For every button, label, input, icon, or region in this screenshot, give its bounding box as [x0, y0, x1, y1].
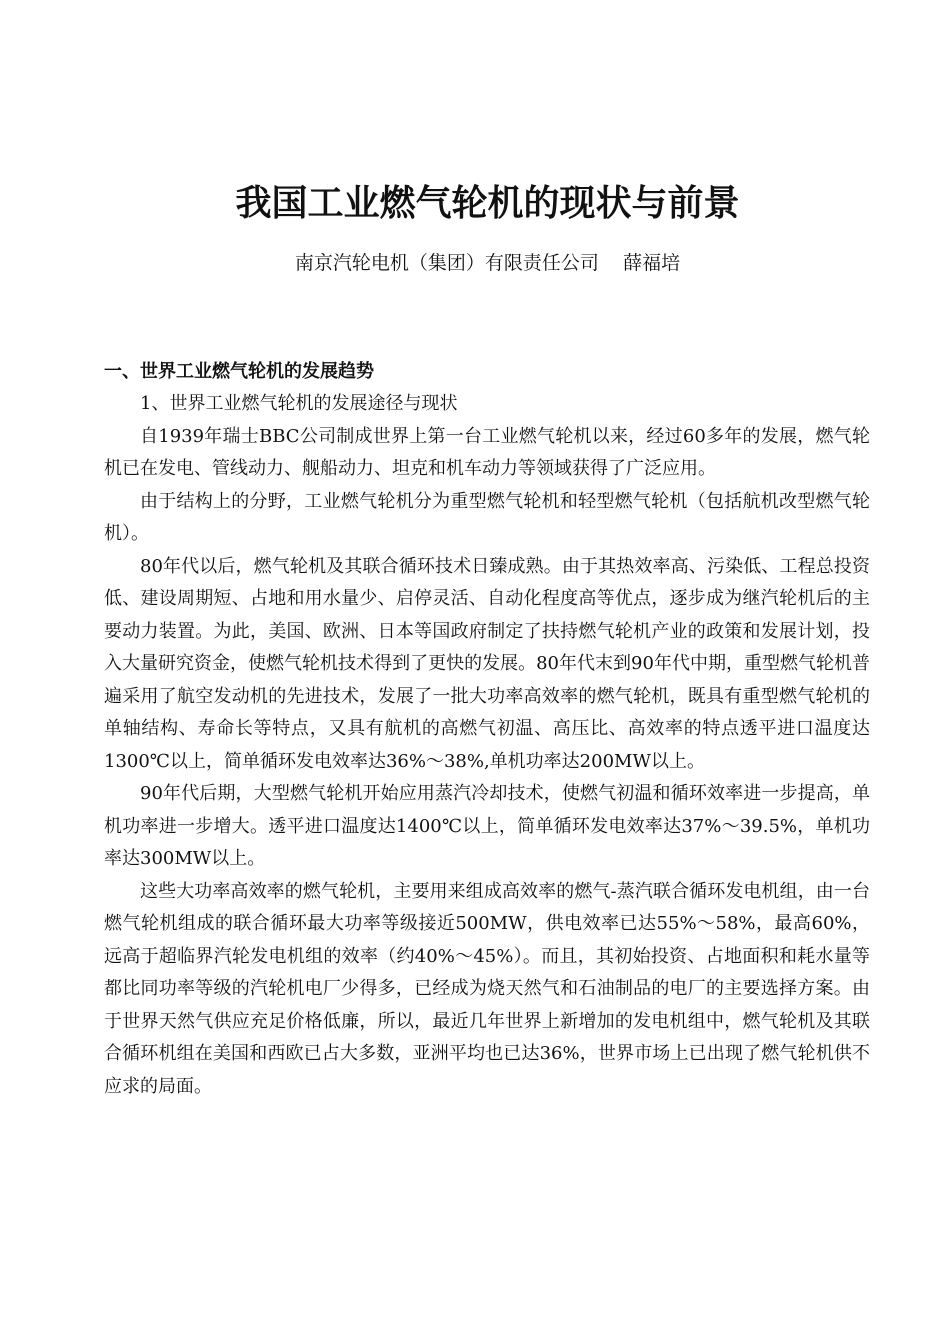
- body-text: [104, 388, 870, 1103]
- paragraph: 这些大功率高效率的燃气轮机，主要用来组成高效率的燃气-蒸汽联合循环发电机组，由一台燃气轮机组成的联合循环最大功率等级接近500MW，供电效率已达55%～58%，最高60%，远高于超临界汽轮发电机组的效率（约40%～45%）。而且，其初始投资、占地面积和耗水量等都比同功率等级的汽轮机电厂少得多，已经成为烧天然气和石油制品的电厂的主要选择方案。由于世界天然气供应充足价格低廉，所以，最近几年世界上新增加的发电机组中，燃气轮机及其联合循环机组在美国和西欧已占大多数，亚洲平均也已达36%，世界市场上已出现了燃气轮机供不应求的局面。: [104, 880, 870, 1097]
- paragraph: 由于结构上的分野，工业燃气轮机分为重型燃气轮机和轻型燃气轮机（包括航机改型燃气轮机）。: [104, 490, 870, 544]
- paragraph: 90年代后期，大型燃气轮机开始应用蒸汽冷却技术，使燃气初温和循环效率进一步提高，单机功率进一步增大。透平进口温度达1400℃以上，简单循环发电效率达37%～39.5%，单机功率达300MW以上。: [104, 783, 870, 869]
- author-byline: 南京汽轮电机（集团）有限责任公司 薛福培: [294, 252, 681, 274]
- paragraph: 80年代以后，燃气轮机及其联合循环技术日臻成熟。由于其热效率高、污染低、工程总投资低、建设周期短、占地和用水量少、启停灵活、自动化程度高等优点，逐步成为继汽轮机后的主要动力装置。为此，美国、欧洲、日本等国政府制定了扶持燃气轮机产业的政策和发展计划，投入大量研究资金，使燃气轮机技术得到了更快的发展。80年代末到90年代中期，重型燃气轮机普遍采用了航空发动机的先进技术，发展了一批大功率高效率的燃气轮机，既具有重型燃气轮机的单轴结构、寿命长等特点，又具有航机的高燃气初温、高压比、高效率的特点透平进口温度达1300℃以上，简单循环发电效率达36%～38%,单机功率达200MW以上。: [104, 555, 870, 772]
- paragraph: 自1939年瑞士BBC公司制成世界上第一台工业燃气轮机以来，经过60多年的发展，燃气轮机已在发电、管线动力、舰船动力、坦克和机车动力等领域获得了广泛应用。: [104, 425, 870, 479]
- subheading: 1、世界工业燃气轮机的发展途径与现状: [140, 393, 458, 414]
- section-heading: 一、世界工业燃气轮机的发展趋势: [104, 361, 374, 382]
- page-title: 我国工业燃气轮机的现状与前景: [235, 183, 740, 224]
